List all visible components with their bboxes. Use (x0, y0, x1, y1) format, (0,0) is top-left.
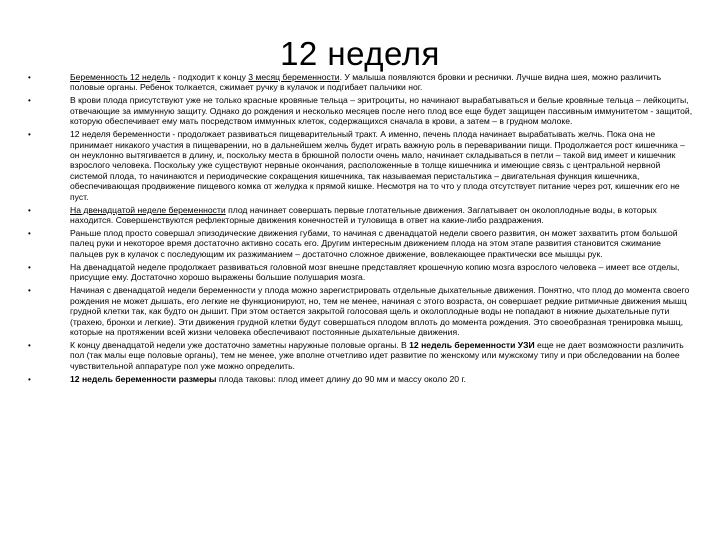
item-text: Начиная с двенадцатой недели беременности у плода можно зарегистрировать отдельные дыхательные движения. Понятно, что плод до момента своего рождения не может дышать, его легкие не функционируют, но, тем не менее, начиная с этого возраста, он совершает редкие ритмичные движения мышц грудной клетки так, как будто он дышит. При этом остается закрытой голосовая щель и околоплодные воды не попадают в нижние дыхательные пути (трахею, бронхи и легкие). Эти движения грудной клетки будут совершаться плодом вплоть до момента рождения. Это своеобразная тренировка мышц, которые на протяжении всей жизни человека обеспечивают постоянные дыхательные движения. (70, 285, 690, 337)
item-text: плод начинает совершать первые глотательные движения. Заглатывает он околоплодные воды, в которых находится. Совершенствуются рефлекторные движения конечностей и туловища в ответ на какие-либо раздражения. (70, 204, 657, 226)
list-item (28, 129, 696, 202)
bullet-icon: • (28, 286, 31, 296)
bullet-icon: • (28, 130, 31, 140)
list-item (28, 72, 696, 93)
highlighted-phrase: На двенадцатой неделе беременности (70, 204, 226, 215)
bullet-icon: • (28, 340, 31, 350)
list-item (28, 262, 696, 283)
bullet-icon: • (28, 205, 31, 215)
bullet-icon: • (28, 96, 31, 106)
item-text: - подходит к концу (170, 72, 249, 82)
item-text: Раньше плод просто совершал эпизодические движения губами, то начиная с двенадцатой недели своего развития, он может захватить ртом большой палец руки и некоторое время достаточно активно сосать его. Другим интересным движением плода на этом этапе развития становится сжимание пальцев рук в кулачок с последующим их разжиманием – достаточно сложное движение, вовлекающее практически все мышцы рук. (70, 228, 678, 259)
list-item (28, 374, 696, 384)
item-text: В крови плода присутствуют уже не только красные кровяные тельца – эритроциты, но начинают вырабатываться и белые кровяные тельца – лейкоциты, отвечающие за иммунную защиту. Однако до рождения и несколько месяцев после него плод все еще будет защищен пассивным иммунитетом - защитой, которую обеспечивает ему мать посредством иммунных клеток, содержащихся сначала в крови, а затем – в грудном молоке. (70, 95, 693, 127)
bold-phrase: 12 недель беременности УЗИ (409, 339, 535, 350)
bullet-icon: • (28, 374, 31, 384)
list-item (28, 228, 696, 259)
item-text: еще не дает возможности различить пол (так малы еще половые органы), тем не менее, уже вполне отчетливо идет развитие по женскому или мужскому типу и при обследовании на более чувствительной аппаратуре пол уже можно определить. (70, 339, 684, 371)
list-item (28, 205, 696, 226)
list-item (28, 95, 696, 126)
bold-phrase: 12 недель беременности размеры (70, 373, 217, 384)
list-item (28, 285, 696, 337)
highlighted-phrase: Беременность 12 недель (70, 72, 171, 82)
slide-title: 12 неделя (280, 35, 440, 72)
highlighted-phrase: 3 месяц беременности (248, 72, 340, 82)
item-text: 12 неделя беременности - продолжает развиваться пищеварительный тракт. А именно, печень плода начинает вырабатывать желчь. Пока она не принимает никакого участия в пищеварении, но в дальнейшем желчь будет играть важную роль в переваривании пищи. Продолжается рост кишечника – он неуклонно вытягивается в длину, и, поскольку места в брюшной полости очень мало, начинает складываться в петли – такой вид имеет и кишечник взрослого человека. Поскольку уже существуют нервные окончания, расположенные в толще кишечника и имеющие связь с центральной нервной системой плода, то начинаются и периодические сокращения кишечника, так называемая перистальтика – двигательная функция кишечника, обеспечивающая продвижение пищевого комка от желудка к прямой кишке. Несмотря на то что у плода отсутствует питание через рот, кишечник его не пуст. (70, 129, 685, 202)
item-text: плода таковы: плод имеет длину до 90 мм и массу около 20 г. (216, 373, 466, 384)
item-text: На двенадцатой неделе продолжает развиваться головной мозг внешне представляет крошечную копию мозга взрослого человека – имеет все отделы, присущие ему. Достаточно хорошо выражены большие полушария мозга. (70, 261, 680, 283)
item-text: К концу двенадцатой недели уже достаточно заметны наружные половые органы. В (70, 339, 410, 350)
bullet-list (28, 72, 696, 387)
bullet-icon: • (28, 262, 31, 272)
bullet-icon: • (28, 229, 31, 239)
list-item (28, 340, 696, 371)
item-text: . У малыша появляются бровки и реснички. Лучше видна шея, можно различить половые органы. Ребенок толкается, сжимает ручку в кулачок и подгибает пальчики ног. (70, 72, 662, 93)
bullet-icon: • (28, 73, 31, 82)
